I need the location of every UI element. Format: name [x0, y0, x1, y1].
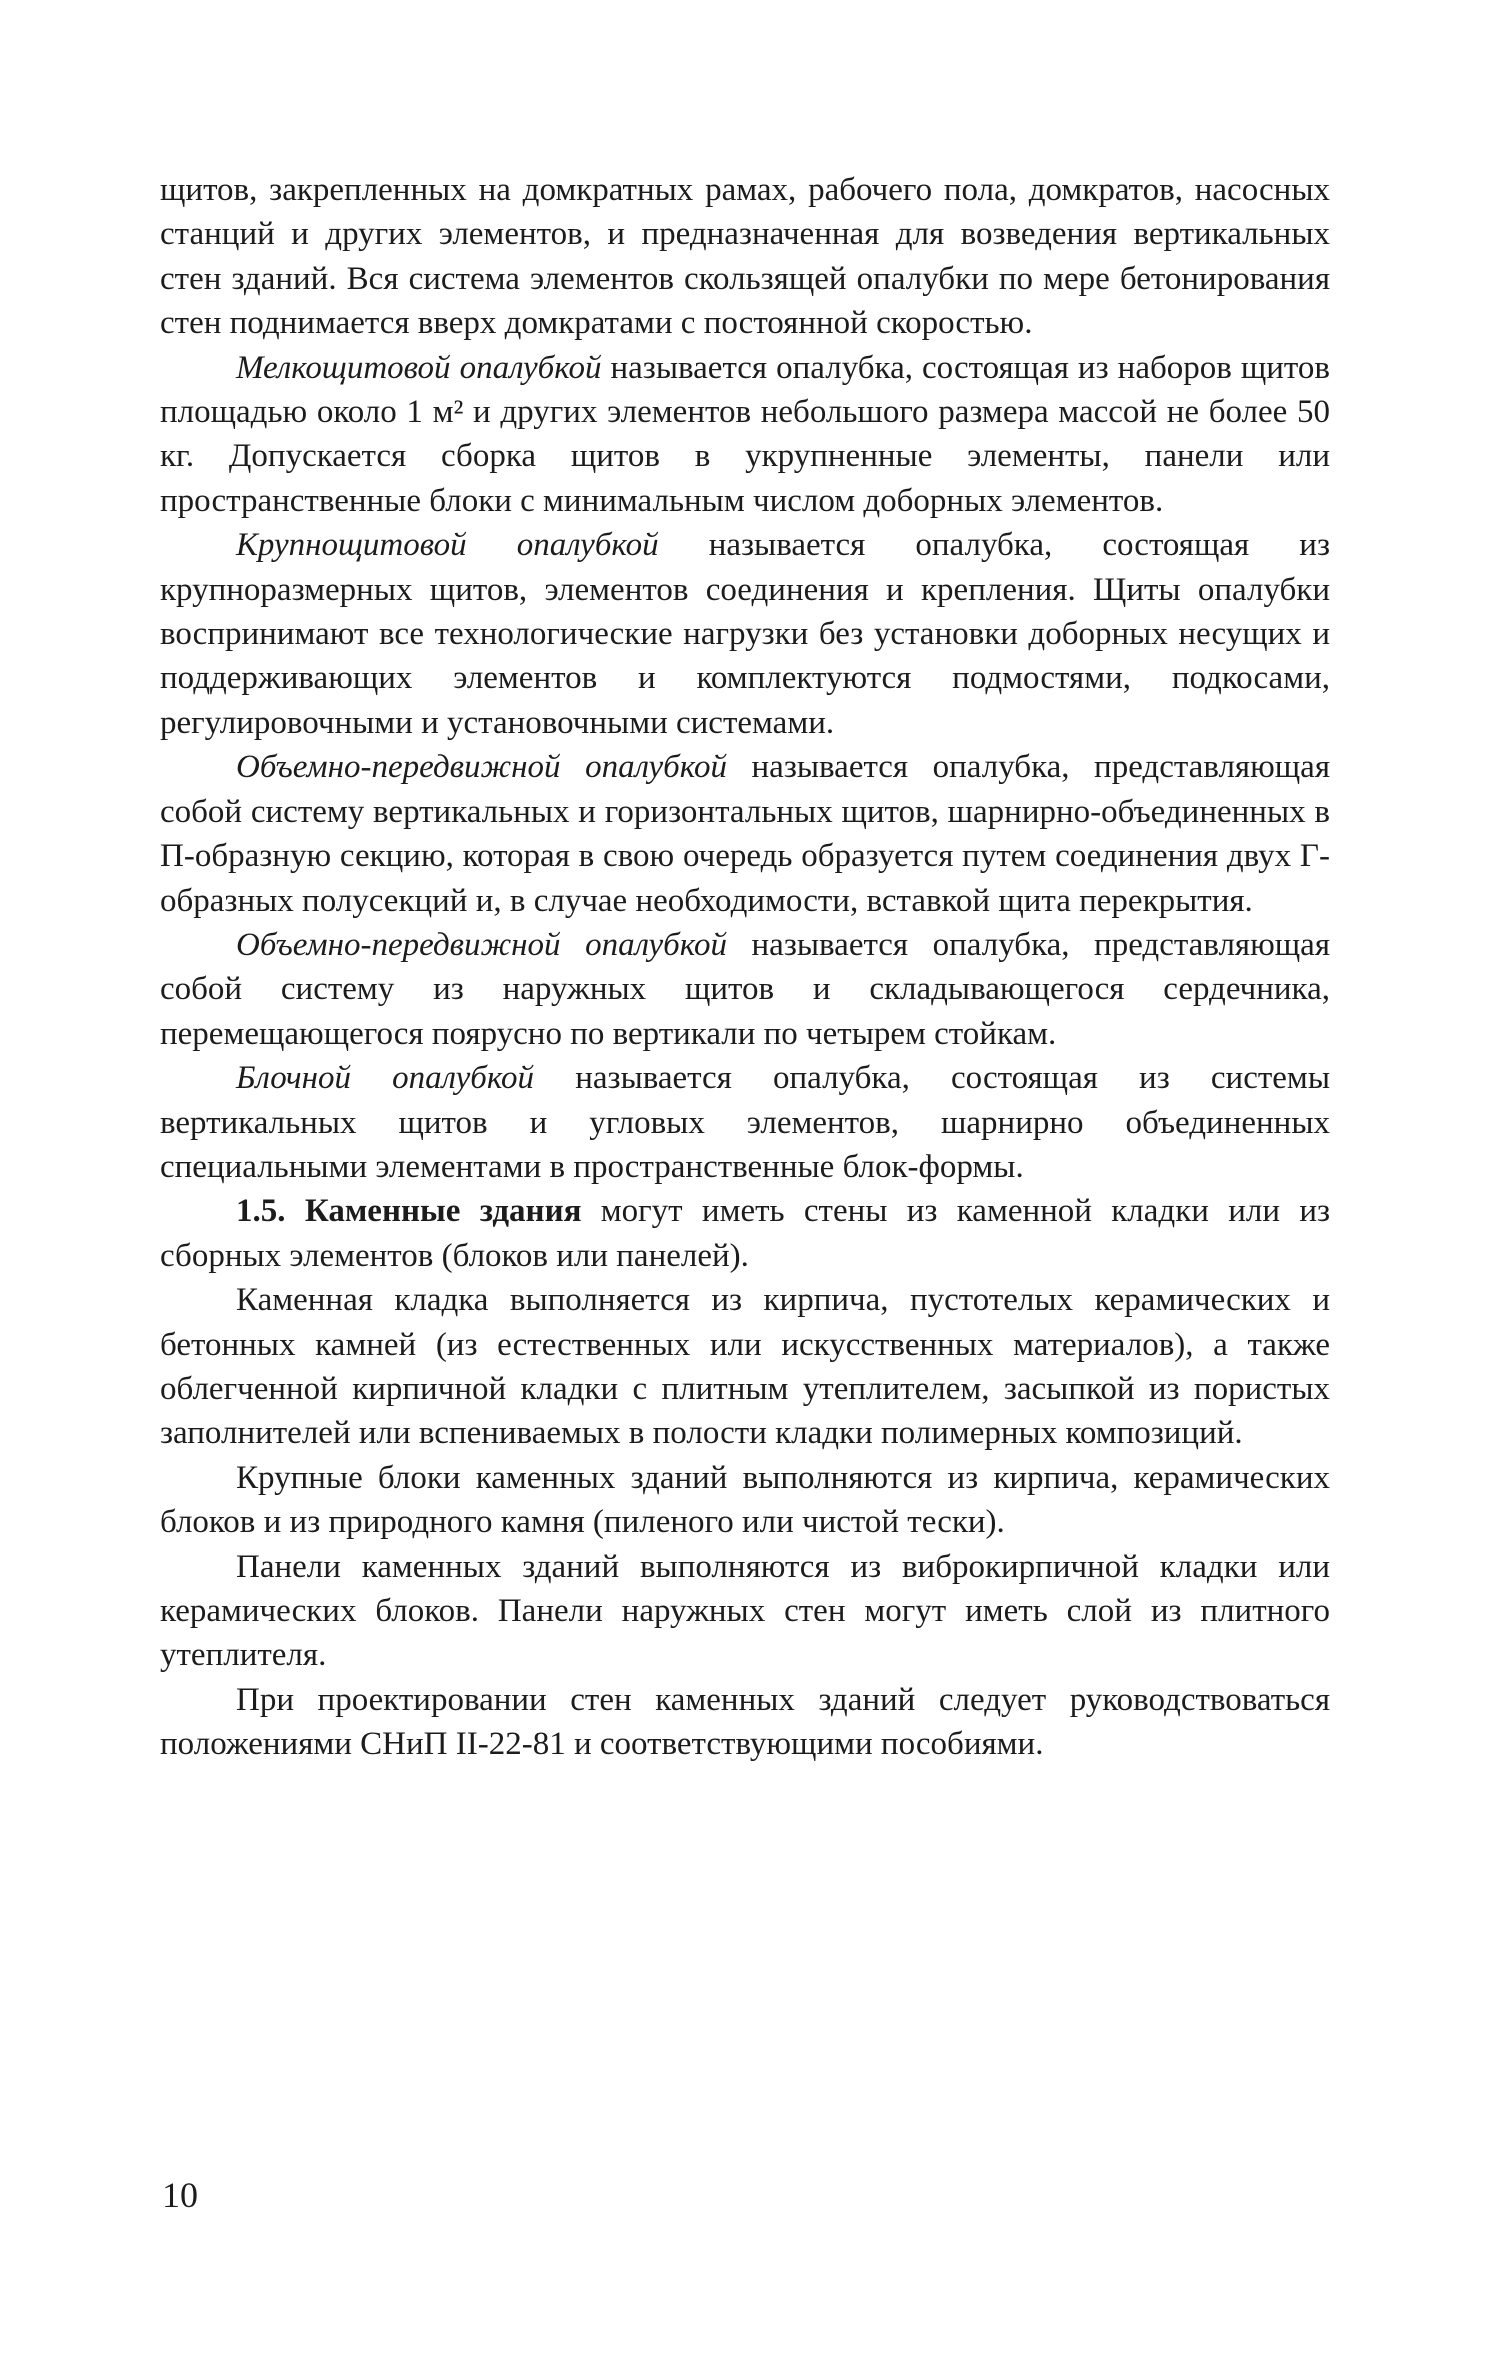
paragraph-volume-mobile-formwork-1 — [160, 745, 1330, 923]
paragraph-text: могут иметь стены из каменной кладки или из сборных элементов (блоков или панелей). — [160, 1193, 1331, 1274]
section-heading: Каменные здания — [304, 1193, 582, 1230]
paragraph-text: называется опалубка, представляющая собой систему из наружных щитов и складывающегося сердечника, перемещающегося поярусно по вертикали по четырем стойкам. — [160, 926, 1331, 1052]
paragraph-text: Крупные блоки каменных зданий выполняются из кирпича, керамических блоков и из природного камня (пиленого или чистой тески). — [160, 1459, 1330, 1541]
body-text — [160, 168, 1330, 1767]
term-volume-mobile-formwork: Объемно-передвижной опалубкой — [236, 749, 727, 786]
paragraph-text: Каменная кладка выполняется из кирпича, пустотелых керамических и бетонных камней (из естественных или искусственных материалов), а также облегченной кирпичной кладки с плитным утеплителем, засыпкой из пористых заполнителей или вспениваемых в полости кладки полимерных композиций. — [160, 1282, 1330, 1452]
paragraph-text: называется опалубка, представляющая собой систему вертикальных и горизонтальных щитов, шарнирно-объединенных в П-образную секцию, которая в свою очередь образуется путем соединения двух Г-образных полусекций и, в случае необходимости, вставкой щита перекрытия. — [160, 749, 1331, 919]
paragraph-sliding-formwork-continuation — [160, 168, 1330, 346]
paragraph-stone-masonry — [160, 1278, 1330, 1456]
paragraph-large-panel-formwork — [160, 523, 1330, 745]
term-block-formwork: Блочной опалубкой — [236, 1060, 535, 1097]
paragraph-text: щитов, закрепленных на домкратных рамах, рабочего пола, домкратов, насосных станций и других элементов, и предназначенная для возведения вертикальных стен зданий. Вся система элементов скользящей опалубки по мере бетонирования стен поднимается вверх домкратами с постоянной скоростью. — [160, 172, 1330, 342]
term-volume-mobile-formwork: Объемно-передвижной опалубкой — [236, 926, 727, 963]
paragraph-text: называется опалубка, состоящая из системы вертикальных щитов и угловых элементов, шарнирно объединенных специальными элементами в пространственные блок-формы. — [160, 1060, 1330, 1185]
paragraph-volume-mobile-formwork-2 — [160, 923, 1330, 1056]
paragraph-small-panel-formwork — [160, 346, 1330, 524]
section-number: 1.5. — [236, 1193, 286, 1230]
paragraph-text: называется опалубка, состоящая из наборов щитов площадью около 1 м² и других элементов небольшого размера массой не более 50 кг. Допускается сборка щитов в укрупненные элементы, панели или пространственные блоки с минимальным числом доборных элементов. — [160, 349, 1330, 519]
page-number: 10 — [162, 2175, 198, 2215]
paragraph-section-1-5 — [160, 1189, 1330, 1278]
term-small-panel-formwork: Мелкощитовой опалубкой — [236, 349, 602, 386]
paragraph-block-formwork — [160, 1056, 1330, 1189]
term-large-panel-formwork: Крупнощитовой опалубкой — [236, 527, 659, 564]
paragraph-large-blocks — [160, 1456, 1330, 1545]
paragraph-panels — [160, 1545, 1330, 1678]
paragraph-text: Панели каменных зданий выполняются из виброкирпичной кладки или керамических блоков. Панели наружных стен могут иметь слой из плитного утеплителя. — [160, 1548, 1330, 1674]
paragraph-text: называется опалубка, состоящая из крупноразмерных щитов, элементов соединения и крепления. Щиты опалубки воспринимают все технологические нагрузки без установки доборных несущих и поддерживающих элементов и комплектуются подмостями, подкосами, регулировочными и установочными системами. — [160, 527, 1330, 741]
paragraph-text: При проектировании стен каменных зданий следует руководствоваться положениями СНиП II-22-81 и соответствующими пособиями. — [160, 1681, 1330, 1763]
paragraph-design-norms — [160, 1678, 1330, 1767]
